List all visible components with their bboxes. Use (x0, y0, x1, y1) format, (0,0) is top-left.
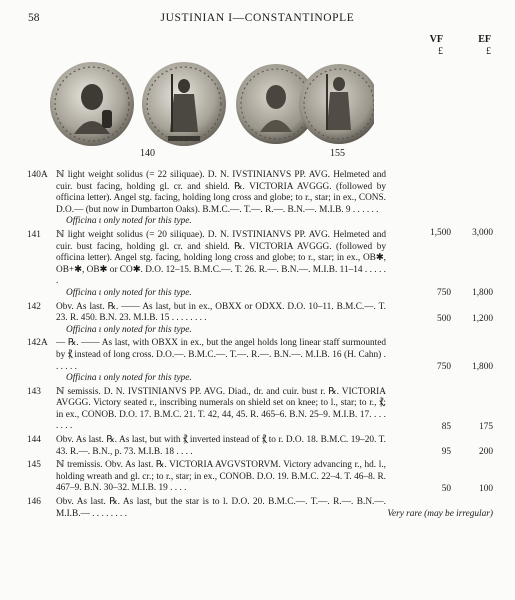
entry-description: ℕ light weight solidus (= 20 siliquae). D. N. IVSTINIANVS PP. AVG. Helmeted and cuir. bust facing, holding gl. cr. and shield. ℞. VICTORIA AVGGG. (followed by officina letter). Angel stg. facing, holding long cross and globe; to r., star; in ex., OB✱, OB+✱, OB✱ or CO✱. D.O. 12–15. B.M.C.—. T. 26. R.—. B.N.—. M.I.B. 11–14 . . . . . . (56, 229, 386, 287)
ef-price: 100 (479, 484, 493, 495)
entry-number: 143 (27, 386, 41, 397)
catalogue-entry (0, 460, 515, 495)
entry-number: 141 (27, 229, 41, 240)
vf-price: 95 (441, 447, 451, 458)
entry-description: Obv. As last. ℞. As last, but with ⳩ inverted instead of ⳩ to r. D.O. 18. B.M.C. 19–20. T. 43. R.—. B.N., p. 73. M.I.B. 18 . . . . (56, 435, 386, 457)
catalogue-entry (0, 338, 515, 384)
entry-number: 142A (27, 338, 48, 349)
entry-note: Officina ι only noted for this type. (66, 287, 192, 298)
entry-description: — ℞. —— As last, with OBXX in ex., but the angel holds long linear staff surmounted by ⳩ instead of long cross. D.O.—. B.M.C.—. T.—. R.—. B.N.—. M.I.B. 16 (H. Cahn) . . . . . . (56, 338, 386, 372)
coin-plate (44, 52, 374, 172)
coin-140-obverse (50, 62, 134, 146)
page-header (0, 10, 515, 26)
catalogue-entry (0, 230, 515, 300)
ef-label: EF (478, 34, 491, 45)
vf-price: 750 (437, 362, 451, 373)
entry-number: 142 (27, 301, 41, 312)
coin-155-reverse (299, 64, 374, 144)
entry-description: ℕ tremissis. Obv. As last. ℞. VICTORIA AVGVSTORVM. Victory advancing r., hd. l., holding wreath and gl. cr.; to r., star; in ex., CONOB. D.O. 19. B.M.C. 22–4. T. 46–8. R. 467–9. B.N. 30–32. M.I.B. 19 . . . . (56, 460, 386, 494)
plate-label-155: 155 (330, 148, 345, 159)
ef-price: 3,000 (472, 228, 493, 238)
entry-number: 144 (27, 435, 41, 446)
coin-images (44, 52, 374, 172)
vf-price: 500 (437, 313, 451, 324)
page-title: JUSTINIAN I—CONSTANTINOPLE (160, 12, 355, 24)
ef-column-heading (478, 34, 491, 58)
vf-price: 50 (441, 484, 451, 495)
ef-price: 1,800 (472, 362, 493, 373)
entry-description: ℕ semissis. D. N. IVSTINIANVS PP. AVG. Diad., dr. and cuir. bust r. ℞. VICTORIA AVGGG. Victory seated r., inscribing numerals on shield set on knee; to l., star; to r., ⳩; in ex., CONOB. D.O. 17. B.M.C. 21. T. 42, 44, 45. R. 465–6. B.N. 25–9. M.I.B. 17. . . . . . . . (56, 386, 386, 432)
entry-description: Obv. As last. ℞. —— As last, but in ex., OBXX or ODXX. D.O. 10–11. B.M.C.—. T. 23. R. 450. B.N. 23. M.I.B. 15 . . . . . . . . (56, 301, 386, 324)
plate-label-140: 140 (140, 148, 155, 159)
catalogue-entry (0, 435, 515, 458)
catalogue-entry (0, 302, 515, 337)
entry-number: 146 (27, 497, 41, 508)
entry-note: Officina ι only noted for this type. (66, 216, 192, 227)
vf-price: 1,500 (430, 228, 451, 238)
catalogue-entry (0, 497, 515, 520)
rarity-note: Very rare (may be irregular) (387, 509, 493, 520)
entry-note: Officina ι only noted for this type. (66, 373, 192, 384)
vf-price: 85 (441, 421, 451, 432)
coin-140-reverse (142, 62, 226, 146)
ef-price: 1,200 (472, 313, 493, 324)
page-number: 58 (28, 12, 40, 24)
ef-price: 200 (479, 447, 493, 458)
ef-currency: £ (486, 46, 491, 57)
vf-currency: £ (438, 46, 443, 57)
catalogue-entries (0, 170, 515, 522)
vf-label: VF (429, 34, 443, 45)
vf-price: 750 (437, 287, 451, 298)
entry-note: Officina ι only noted for this type. (66, 324, 192, 335)
entry-number: 140A (27, 170, 48, 180)
entry-number: 145 (27, 460, 41, 471)
catalogue-entry (0, 387, 515, 433)
ef-price: 1,800 (472, 287, 493, 298)
entry-description: ℕ light weight solidus (= 22 siliquae). D. N. IVSTINIANVS PP. AVG. Helmeted and cuir. bust facing, holding gl. cr. and shield. ℞. VICTORIA AVGGG. (followed by officina letter). Angel stg. facing, holding long cross and globe; to r., star; in ex., CONS. D.O.— (but now in Dumbarton Oaks). B.M.C.—. T.—. R.—. B.N.—. M.I.B. 9 . . . . . . (56, 170, 386, 215)
entry-description: Obv. As last. ℞. As last, but the star is to l. D.O. 20. B.M.C.—. T.—. R.—. B.N.—. M.I.B.— . . . . . . . . (56, 497, 386, 519)
ef-price: 175 (479, 421, 493, 432)
vf-column-heading (430, 34, 443, 58)
